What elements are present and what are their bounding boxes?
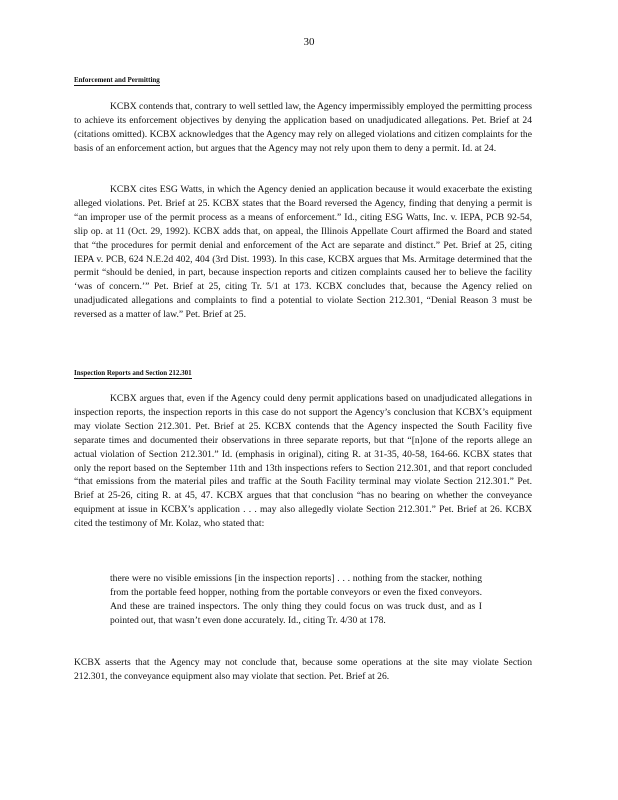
page-number: 30 <box>303 36 315 48</box>
section-heading-inspection-reports: Inspection Reports and Section 212.301 <box>74 369 192 377</box>
paragraph-2: KCBX cites ESG Watts, in which the Agency denied an application because it would exacerbate the existing alleged violations. Pet. Brief at 25. KCBX states that the Board reversed the Agency, finding that denying a permit is “an improper use of the permit process as a means of enforcement.” Id., citing ESG Watts, Inc. v. IEPA, PCB 92-54, slip op. at 11 (Oct. 29, 1992). KCBX adds that, on appeal, the Illinois Appellate Court affirmed the Board and stated that “the procedures for permit denial and enforcement of the Act are separate and distinct.” Pet. Brief at 25, citing IEPA v. PCB, 624 N.E.2d 402, 404 (3rd Dist. 1993). In this case, KCBX argues that Ms. Armitage determined that the permit “should be denied, in part, because inspection reports and citizen complaints caused her to believe the facility ‘was of concern.’” Pet. Brief at 25, citing Tr. 5/1 at 173. KCBX concludes that, because the Agency relied on unadjudicated allegations and complaints to find a potential to violate Section 212.301, “Denial Reason 3 must be reversed as a matter of law.” Pet. Brief at 25. <box>74 184 532 321</box>
closing-paragraph: KCBX asserts that the Agency may not conclude that, because some operations at the site may violate Section 212.301, the conveyance equipment also may violate that section. Pet. Brief at 26. <box>74 657 532 682</box>
section-heading-enforcement: Enforcement and Permitting <box>74 76 160 84</box>
block-quote: there were no visible emissions [in the inspection reports] . . . nothing from the stacker, nothing from the portable feed hopper, nothing from the portable conveyors or even the fixed conveyors. And these are trained inspectors. The only thing they could focus on was truck dust, and as I pointed out, that wasn’t even done accurately. Id., citing Tr. 4/30 at 178. <box>110 573 482 626</box>
paragraph-1: KCBX contends that, contrary to well settled law, the Agency impermissibly employed the permitting process to achieve its enforcement objectives by denying the application based on unadjudicated allegations. Pet. Brief at 24 (citations omitted). KCBX acknowledges that the Agency may rely on alleged violations and citizen complaints for the basis of an enforcement action, but argues that the Agency may not rely upon them to deny a permit. Id. at 24. <box>74 101 532 154</box>
paragraph-3: KCBX argues that, even if the Agency could deny permit applications based on unadjudicated allegations in inspection reports, the inspection reports in this case do not support the Agency’s conclusion that KCBX’s equipment may violate Section 212.301. Pet. Brief at 25. KCBX contends that the Agency inspected the South Facility five separate times and documented their observations in three separate reports, but that “[n]one of the reports allege an actual violation of Section 212.301.” Id. (emphasis in original), citing R. at 31-35, 40-58, 164-66. KCBX states that only the report based on the September 11th and 13th inspections refers to Section 212.301, and that report concluded “that emissions from the material piles and traffic at the South Facility terminal may violate Section 212.301.” Pet. Brief at 25-26, citing R. at 45, 47. KCBX argues that that conclusion “has no bearing on whether the conveyance equipment at issue in KCBX’s application . . . may also allegedly violate Section 212.301.” Pet. Brief at 26. KCBX cited the testimony of Mr. Kolaz, who stated that: <box>74 393 532 530</box>
